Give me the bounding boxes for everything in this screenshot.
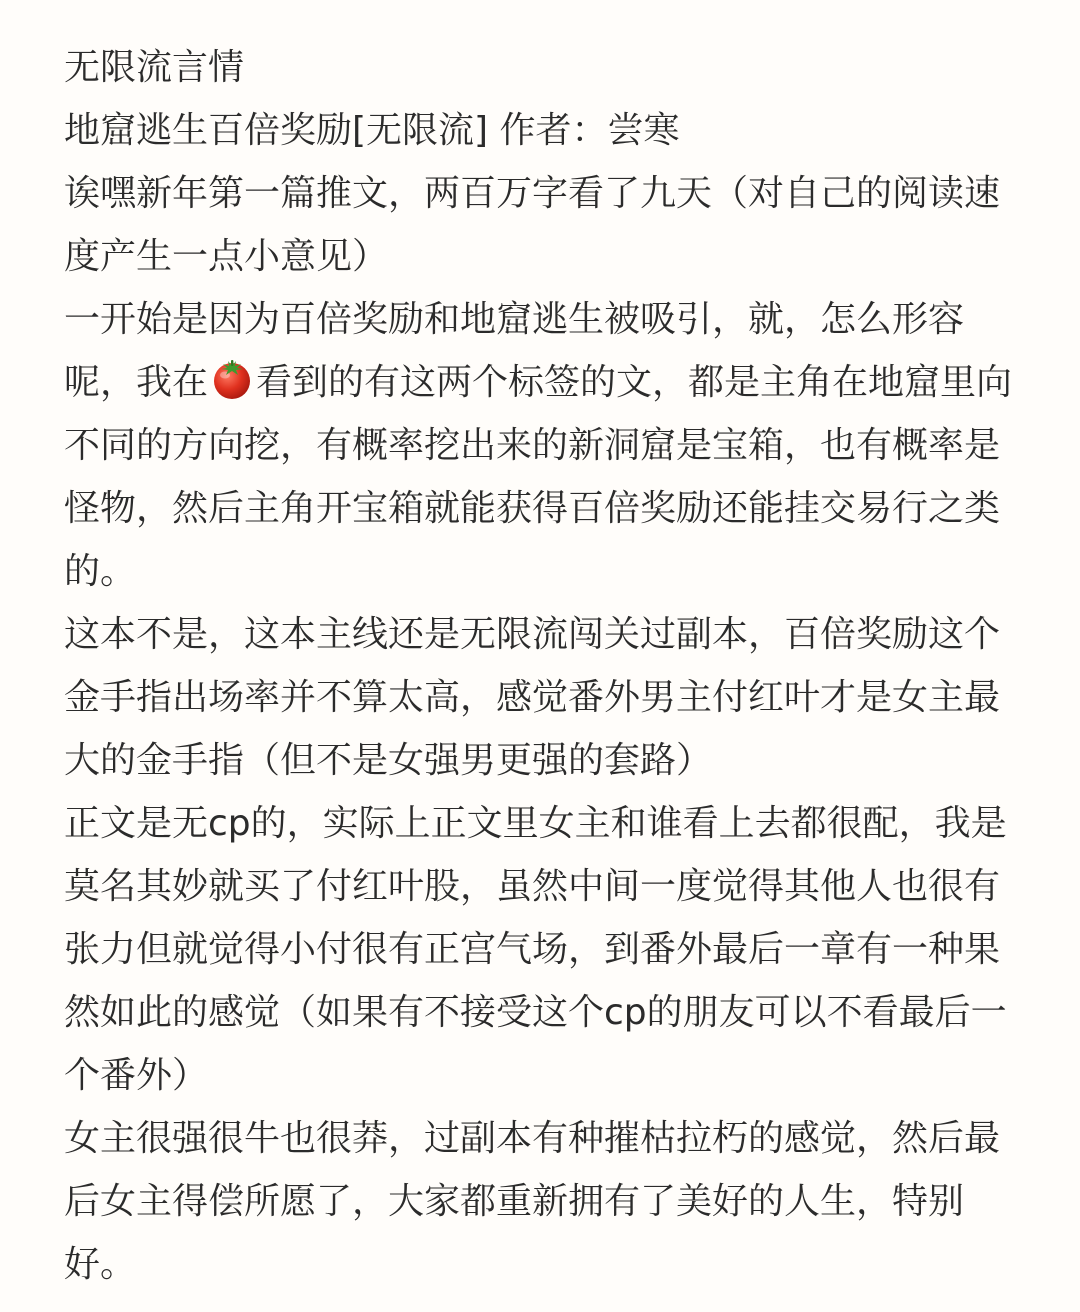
paragraph-intro: 诶嘿新年第一篇推文，两百万字看了九天（对自己的阅读速度产生一点小意见） (64, 173, 1001, 277)
paragraph-conclusion: 女主很强很牛也很莽，过副本有种摧枯拉朽的感觉，然后最后女主得偿所愿了，大家都重新拥有了美好的人生，特别好。 (64, 1118, 1001, 1285)
post-tag-line: 无限流言情 (64, 47, 245, 88)
post-body (64, 36, 1016, 1296)
paragraph-expectation (64, 288, 1016, 603)
tomato-icon (210, 357, 254, 401)
paragraph-romance: 正文是无cp的，实际上正文里女主和谁看上去都很配，我是莫名其妙就买了付红叶股，虽然中间一度觉得其他人也很有张力但就觉得小付很有正宫气场，到番外最后一章有一种果然如此的感觉（如果有不接受这个cp的朋友可以不看最后一个番外） (64, 803, 1007, 1096)
paragraph-expectation-before: 一开始是因为百倍奖励和地窟逃生被吸引，就，怎么形容呢，我在 (64, 299, 965, 403)
book-title-author: 地窟逃生百倍奖励[无限流] 作者：尝寒 (64, 110, 680, 151)
paragraph-expectation-after: 看到的有这两个标签的文，都是主角在地窟里向不同的方向挖，有概率挖出来的新洞窟是宝箱，也有概率是怪物，然后主角开宝箱就能获得百倍奖励还能挂交易行之类的。 (64, 362, 1013, 592)
paragraph-plot: 这本不是，这本主线还是无限流闯关过副本，百倍奖励这个金手指出场率并不算太高，感觉番外男主付红叶才是女主最大的金手指（但不是女强男更强的套路） (64, 614, 1001, 781)
